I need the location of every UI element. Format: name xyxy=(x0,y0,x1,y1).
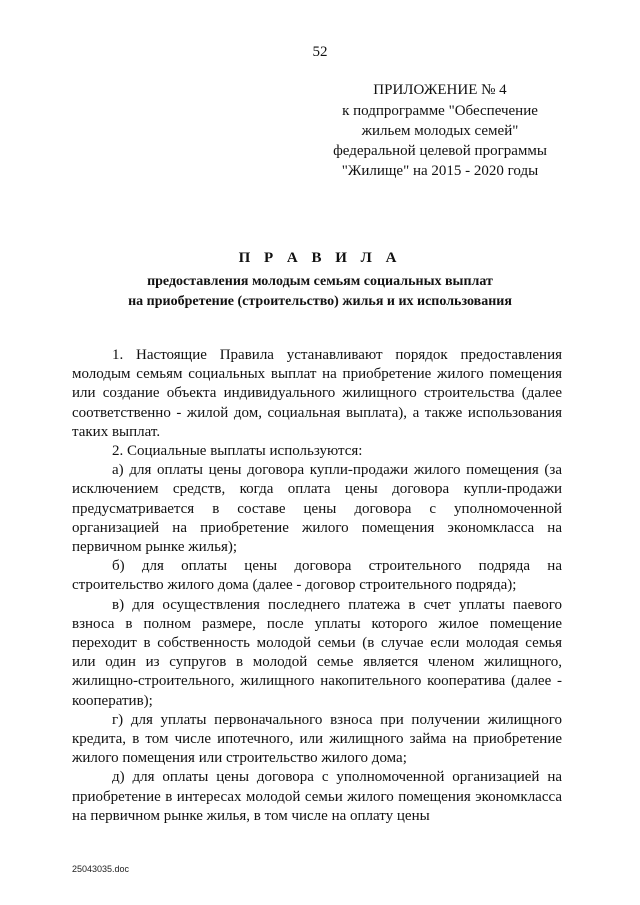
appendix-line: к подпрограмме "Обеспечение xyxy=(342,103,538,119)
document-title: П Р А В И Л А xyxy=(238,250,402,266)
appendix-line: федеральной целевой программы xyxy=(333,143,547,159)
page-number: 52 xyxy=(312,44,328,60)
appendix-title: ПРИЛОЖЕНИЕ № 4 xyxy=(373,82,507,98)
paragraph-2g: г) для уплаты первоначального взноса при получении жилищного кредита, в том числе ипотечного, или жилищного займа на приобретение жилого помещения или строительство жилого дома; xyxy=(72,711,562,767)
paragraph-2: 2. Социальные выплаты используются: xyxy=(112,443,363,460)
paragraph-2d: д) для оплаты цены договора с уполномоченной организацией на приобретение в интересах молодой семьи жилого помещения экономкласса на первичном рынке жилья, в том числе на оплату цены xyxy=(72,769,562,824)
subtitle-line: предоставления молодым семьям социальных выплат xyxy=(147,274,493,289)
appendix-line: "Жилище" на 2015 - 2020 годы xyxy=(341,163,539,179)
footer-filename: 25043035.doc xyxy=(72,864,130,874)
paragraph-2a: а) для оплаты цены договора купли-продажи жилого помещения (за исключением средств, когда оплата цены договора купли-продажи предусматривается в составе цены договора с уполномоченной организацией на приобретение жилого помещения экономкласса на первичном рынке жилья); xyxy=(72,462,562,556)
document-subtitle xyxy=(0,272,640,312)
appendix-block xyxy=(320,80,560,181)
appendix-line: жильем молодых семей" xyxy=(361,123,519,139)
document-body xyxy=(72,346,562,826)
paragraph-2b: б) для оплаты цены договора строительного подряда на строительство жилого дома (далее - договор строительного подряда); xyxy=(72,558,562,594)
paragraph-1: 1. Настоящие Правила устанавливают порядок предоставления молодым семьям социальных выплат на приобретение жилого помещения или создание объекта индивидуального жилищного строительства (далее соответственно - жилой дом, социальная выплата), а также использования таких выплат. xyxy=(72,347,562,440)
paragraph-2v: в) для осуществления последнего платежа в счет уплаты паевого взноса в полном размере, после уплаты которого жилое помещение переходит в собственность молодой семьи (в случае если молодая семья или один из супругов в молодой семье является членом жилищного, жилищно-строительного, жилищного накопительного кооператива (далее - кооператив); xyxy=(72,596,562,709)
subtitle-line: на приобретение (строительство) жилья и их использования xyxy=(128,294,512,309)
